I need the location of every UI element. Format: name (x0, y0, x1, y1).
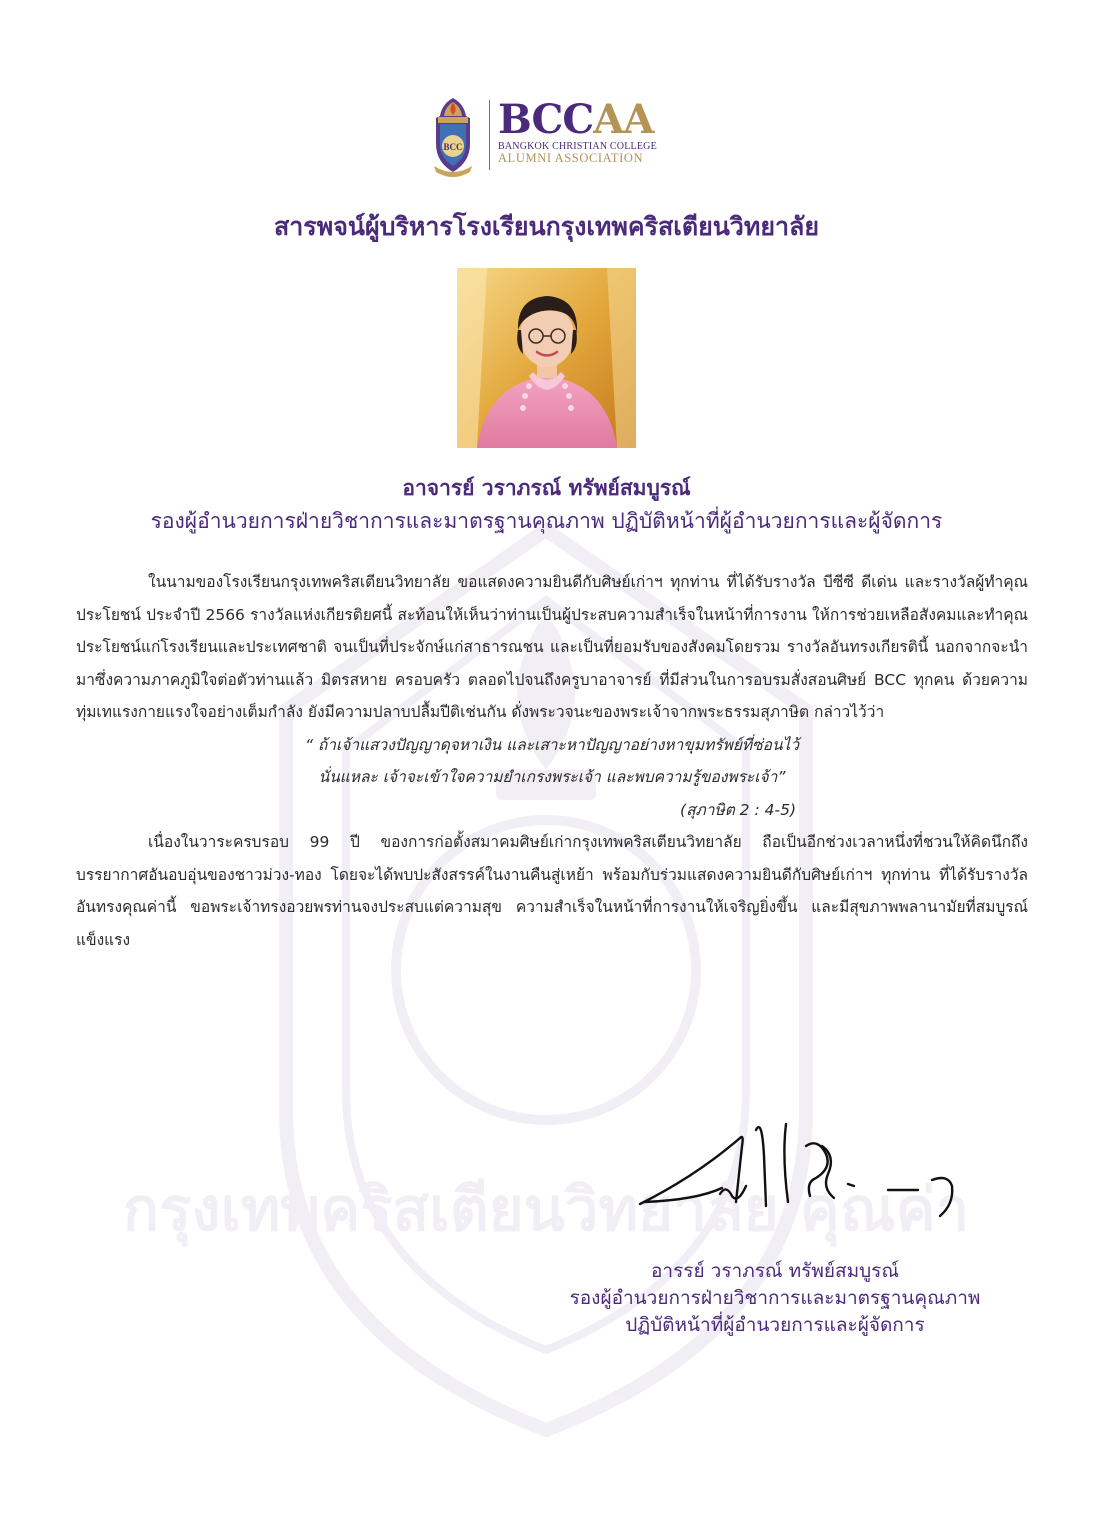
logo-divider (489, 100, 490, 170)
quote-line-1: “ ถ้าเจ้าแสวงปัญญาดุจหาเงิน และเสาะหาปัญญาอย่างหาขุมทรัพย์ที่ซ่อนไว้ (304, 735, 800, 754)
page-title: สารพจน์ผู้บริหารโรงเรียนกรุงเทพคริสเตียนวิทยาลัย (274, 212, 819, 241)
bcc-school-crest-icon (430, 96, 476, 176)
handwritten-signature (636, 1116, 966, 1226)
executive-name-heading: อาจารย์ วราภรณ์ ทรัพย์สมบูรณ์ (402, 476, 691, 500)
bccaa-logo (430, 96, 670, 176)
executive-portrait-photo (457, 268, 636, 448)
letter-body (76, 566, 1028, 956)
signatory-position-line-1: รองผู้อำนวยการฝ่ายวิชาการและมาตรฐานคุณภาพ (569, 1287, 981, 1309)
signatory-name: อารรย์ วราภรณ์ ทรัพย์สมบูรณ์ (650, 1260, 899, 1282)
body-paragraph-2: เนื่องในวาระครบรอบ 99 ปี ของการก่อตั้งสมาคมศิษย์เก่ากรุงเทพคริสเตียนวิทยาลัย ถือเป็นอีกช่วงเวลาหนึ่งที่ชวนให้คิดนึกถึงบรรยากาศอันอบอุ่นของชาวม่วง-ทอง โดยจะได้พบปะสังสรรค์ในงานคืนสู่เหย้า พร้อมกับร่วมแสดงความยินดีกับศิษย์เก่าฯ ทุกท่าน ที่ได้รับรางวัลอันทรงคุณค่านี้ ขอพระเจ้าทรงอวยพรท่านจงประสบแต่ความสุข ความสำเร็จในหน้าที่การงานให้เจริญยิ่งขึ้น และมีสุขภาพพลานามัยที่สมบูรณ์แข็งแรง (76, 833, 1028, 949)
signature-block (540, 1258, 1010, 1339)
quote-line-2: นั่นแหละ เจ้าจะเข้าใจความยำเกรงพระเจ้า และพบความรู้ของพระเจ้า” (318, 768, 786, 786)
signatory-position-line-2: ปฏิบัติหน้าที่ผู้อำนวยการและผู้จัดการ (625, 1314, 925, 1336)
brand-mark-bcc: BCC (498, 96, 594, 143)
brand-college-name: BANGKOK CHRISTIAN COLLEGE (498, 141, 657, 152)
executive-position-heading: รองผู้อำนวยการฝ่ายวิชาการและมาตรฐานคุณภาพ ปฏิบัติหน้าที่ผู้อำนวยการและผู้จัดการ (150, 509, 943, 533)
quote-citation: (สุภาษิต 2 : 4-5) (680, 800, 796, 819)
body-paragraph-1: ในนามของโรงเรียนกรุงเทพคริสเตียนวิทยาลัย ขอแสดงความยินดีกับศิษย์เก่าฯ ทุกท่าน ที่ได้รับรางวัล บีซีซี ดีเด่น และรางวัลผู้ทำคุณประโยชน์ ประจำปี 2566 รางวัลแห่งเกียรติยศนี้ สะท้อนให้เห็นว่าท่านเป็นผู้ประสบความสำเร็จในหน้าที่การงาน ให้การช่วยเหลือสังคมและทำคุณประโยชน์แก่โรงเรียนและประเทศชาติ จนเป็นที่ประจักษ์แก่สาธารณชน และเป็นที่ยอมรับของสังคมโดยรวม รางวัลอันทรงเกียรตินี้ นอกจากจะนำมาซึ่งความภาคภูมิใจต่อตัวท่านแล้ว มิตรสหาย ครอบครัว ตลอดไปจนถึงครูบาอาจารย์ ที่มีส่วนในการอบรมสั่งสอนศิษย์ BCC ทุกคน ด้วยความทุ่มเทแรงกายแรงใจอย่างเต็มกำลัง ยังมีความปลาบปลื้มปีติเช่นกัน ดั่งพระวจนะของพระเจ้าจากพระธรรมสุภาษิต กล่าวไว้ว่า (76, 573, 1028, 721)
brand-association-name: ALUMNI ASSOCIATION (498, 151, 644, 165)
watermark-text: กรุงเทพคริสเตียนวิทยาลัย คุณค่า (122, 1175, 970, 1245)
brand-wordmark (498, 96, 673, 165)
scripture-quote (76, 729, 1028, 794)
svg-text:BCC: BCC (443, 142, 463, 152)
brand-mark-aa: AA (593, 96, 654, 143)
brand-mark (498, 96, 673, 143)
